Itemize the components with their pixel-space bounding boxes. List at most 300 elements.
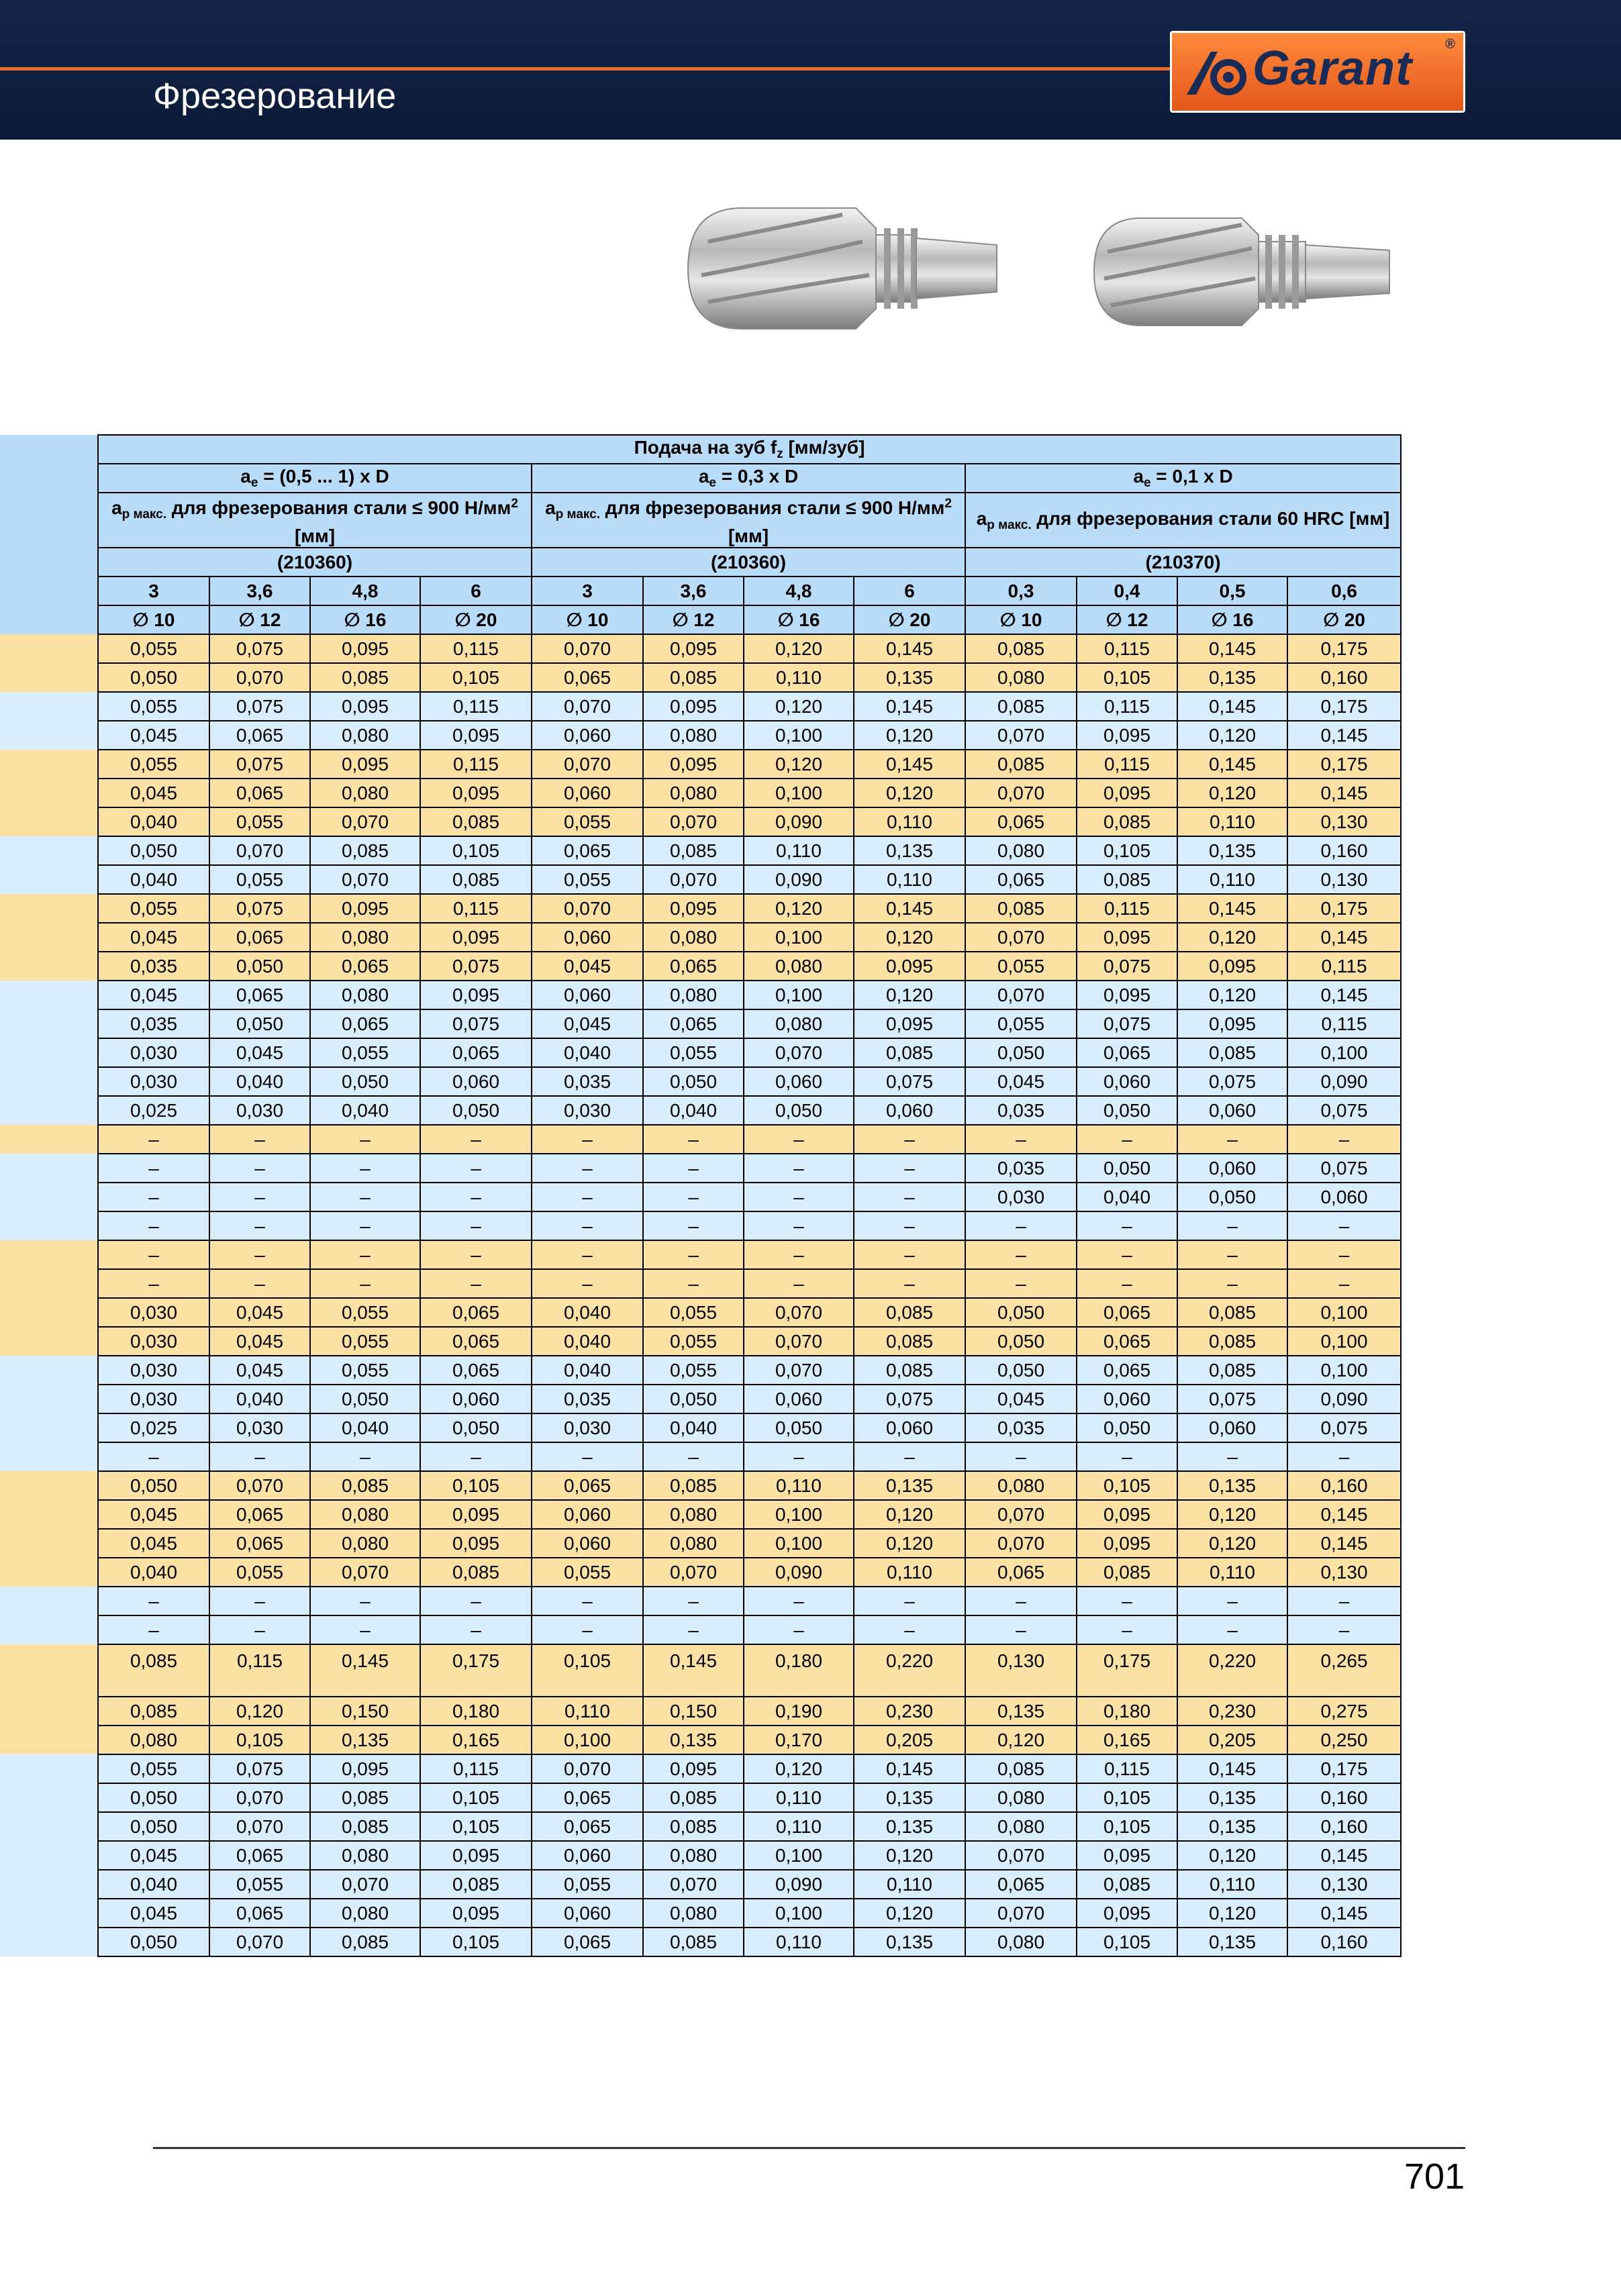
- feed-value-cell: 0,120: [744, 1754, 854, 1783]
- row-color-strip: [0, 1841, 98, 1870]
- table-row: [0, 1009, 1401, 1038]
- feed-value-cell: 0,035: [965, 1413, 1077, 1442]
- feed-value-cell: 0,095: [1077, 1899, 1177, 1928]
- row-color-strip: [0, 952, 98, 981]
- feed-value-cell: 0,050: [209, 952, 310, 981]
- feed-value-cell: 0,080: [643, 721, 744, 750]
- feed-value-cell: 0,055: [310, 1038, 420, 1067]
- feed-value-cell: 0,065: [965, 807, 1077, 836]
- feed-value-cell: –: [1077, 1615, 1177, 1644]
- feed-value-cell: –: [420, 1442, 532, 1471]
- feed-value-cell: –: [532, 1240, 643, 1269]
- feed-value-cell: 0,105: [420, 1812, 532, 1841]
- feed-value-cell: 0,060: [532, 1529, 643, 1558]
- feed-value-cell: 0,085: [965, 894, 1077, 923]
- feed-value-cell: –: [965, 1125, 1077, 1154]
- feed-value-cell: 0,085: [854, 1038, 965, 1067]
- table-row: [0, 981, 1401, 1009]
- row-color-strip: [0, 1096, 98, 1125]
- table-row: [0, 1726, 1401, 1754]
- feed-value-cell: 0,070: [965, 1529, 1077, 1558]
- feed-value-cell: 0,105: [420, 1928, 532, 1956]
- feed-value-cell: 0,135: [854, 1928, 965, 1956]
- feed-value-cell: 0,050: [1077, 1413, 1177, 1442]
- row-color-strip: [0, 981, 98, 1009]
- feed-value-cell: –: [643, 1183, 744, 1211]
- feed-value-cell: 0,075: [209, 634, 310, 663]
- feed-value-cell: 0,040: [98, 1558, 209, 1587]
- ap-value-cell: 3: [98, 577, 209, 605]
- row-color-strip: [0, 1471, 98, 1500]
- feed-value-cell: 0,075: [1177, 1385, 1287, 1413]
- feed-value-cell: –: [1177, 1125, 1287, 1154]
- feed-value-cell: 0,060: [1077, 1385, 1177, 1413]
- table-row: [0, 750, 1401, 779]
- feed-value-cell: 0,085: [643, 1783, 744, 1812]
- feed-value-cell: 0,085: [965, 750, 1077, 779]
- feed-value-cell: 0,050: [98, 663, 209, 692]
- feed-value-cell: –: [98, 1125, 209, 1154]
- row-color-strip: [0, 1726, 98, 1754]
- feed-value-cell: 0,025: [98, 1096, 209, 1125]
- feed-value-cell: 0,070: [209, 1783, 310, 1812]
- feed-value-cell: 0,045: [98, 981, 209, 1009]
- feed-value-cell: 0,120: [854, 779, 965, 807]
- row-color-strip: [0, 663, 98, 692]
- row-color-strip: [0, 1812, 98, 1841]
- feed-value-cell: 0,135: [1177, 1928, 1287, 1956]
- feed-value-cell: 0,045: [209, 1327, 310, 1356]
- feed-value-cell: 0,065: [420, 1298, 532, 1327]
- feed-value-cell: 0,115: [1077, 692, 1177, 721]
- feed-value-cell: 0,065: [310, 952, 420, 981]
- feed-value-cell: 0,065: [643, 952, 744, 981]
- table-row: [0, 1269, 1401, 1298]
- feed-value-cell: 0,080: [965, 1471, 1077, 1500]
- feed-value-cell: 0,040: [1077, 1183, 1177, 1211]
- feed-value-cell: 0,055: [98, 1754, 209, 1783]
- feed-value-cell: 0,080: [965, 1812, 1077, 1841]
- table-row: [0, 1928, 1401, 1956]
- feed-value-cell: 0,085: [1077, 1870, 1177, 1899]
- feed-value-cell: 0,085: [420, 807, 532, 836]
- feed-value-cell: 0,035: [98, 952, 209, 981]
- spacer-cell: [0, 464, 98, 493]
- feed-value-cell: 0,065: [532, 1471, 643, 1500]
- feed-value-cell: 0,075: [420, 1009, 532, 1038]
- feed-value-cell: 0,120: [1177, 1529, 1287, 1558]
- table-row: [0, 663, 1401, 692]
- feed-value-cell: 0,070: [744, 1038, 854, 1067]
- feed-value-cell: 0,060: [1177, 1154, 1287, 1183]
- feed-value-cell: –: [965, 1211, 1077, 1240]
- feed-value-cell: 0,110: [854, 865, 965, 894]
- feed-value-cell: 0,135: [1177, 1812, 1287, 1841]
- feed-value-cell: 0,070: [532, 1754, 643, 1783]
- page-number: 701: [1404, 2156, 1465, 2197]
- diameter-cell: ∅ 20: [420, 605, 532, 634]
- logo-registered-mark: ®: [1445, 37, 1455, 52]
- feed-value-cell: 0,060: [420, 1067, 532, 1096]
- header-accent-line: [0, 67, 1178, 70]
- feed-value-cell: 0,130: [1287, 1870, 1401, 1899]
- feed-value-cell: 0,080: [744, 1009, 854, 1038]
- row-color-strip: [0, 1125, 98, 1154]
- feed-value-cell: 0,085: [854, 1298, 965, 1327]
- feed-value-cell: 0,085: [854, 1327, 965, 1356]
- feed-value-cell: 0,085: [1177, 1298, 1287, 1327]
- feed-value-cell: 0,030: [98, 1067, 209, 1096]
- feed-value-cell: 0,075: [209, 1754, 310, 1783]
- feed-value-cell: –: [310, 1154, 420, 1183]
- feed-value-cell: 0,100: [744, 1500, 854, 1529]
- row-color-strip: [0, 1067, 98, 1096]
- ap-value-cell: 0,3: [965, 577, 1077, 605]
- feed-value-cell: 0,095: [1077, 721, 1177, 750]
- feed-value-cell: –: [965, 1587, 1077, 1615]
- feed-value-cell: 0,095: [1177, 1009, 1287, 1038]
- feed-value-cell: –: [532, 1211, 643, 1240]
- feed-value-cell: 0,160: [1287, 1783, 1401, 1812]
- row-color-strip: [0, 721, 98, 750]
- feed-value-cell: 0,075: [420, 952, 532, 981]
- feed-value-cell: 0,050: [643, 1385, 744, 1413]
- feed-value-cell: –: [854, 1240, 965, 1269]
- feed-value-cell: 0,060: [532, 779, 643, 807]
- feed-value-cell: 0,050: [420, 1413, 532, 1442]
- feed-value-cell: 0,145: [1287, 981, 1401, 1009]
- feed-value-cell: 0,145: [1177, 692, 1287, 721]
- feed-value-cell: 0,105: [532, 1644, 643, 1697]
- feed-value-cell: 0,095: [420, 1500, 532, 1529]
- feed-value-cell: 0,050: [744, 1413, 854, 1442]
- row-color-strip: [0, 750, 98, 779]
- row-color-strip: [0, 1356, 98, 1385]
- feed-value-cell: 0,075: [854, 1385, 965, 1413]
- feed-value-cell: 0,075: [209, 894, 310, 923]
- feed-value-cell: 0,095: [310, 1754, 420, 1783]
- feed-value-cell: –: [744, 1211, 854, 1240]
- feed-value-cell: –: [744, 1240, 854, 1269]
- table-row: [0, 1783, 1401, 1812]
- feed-value-cell: 0,120: [854, 981, 965, 1009]
- feed-value-cell: –: [744, 1154, 854, 1183]
- feed-value-cell: 0,030: [98, 1385, 209, 1413]
- feed-value-cell: 0,175: [1287, 692, 1401, 721]
- feed-value-cell: 0,160: [1287, 1812, 1401, 1841]
- feed-value-cell: 0,030: [965, 1183, 1077, 1211]
- feed-value-cell: 0,045: [98, 923, 209, 952]
- feed-value-cell: –: [1177, 1587, 1287, 1615]
- feed-value-cell: 0,085: [1177, 1356, 1287, 1385]
- row-color-strip: [0, 1413, 98, 1442]
- feed-value-cell: 0,115: [420, 750, 532, 779]
- feed-value-cell: 0,050: [643, 1067, 744, 1096]
- row-color-strip: [0, 1154, 98, 1183]
- feed-value-cell: 0,110: [744, 1928, 854, 1956]
- feed-value-cell: 0,130: [1287, 1558, 1401, 1587]
- feed-value-cell: 0,080: [310, 1841, 420, 1870]
- feed-value-cell: 0,065: [420, 1327, 532, 1356]
- feed-value-cell: 0,135: [1177, 1783, 1287, 1812]
- feed-value-cell: 0,145: [1287, 1529, 1401, 1558]
- feed-value-cell: 0,055: [643, 1298, 744, 1327]
- feed-value-cell: –: [310, 1183, 420, 1211]
- feed-value-cell: 0,065: [532, 1928, 643, 1956]
- feed-value-cell: 0,085: [965, 634, 1077, 663]
- feed-value-cell: 0,160: [1287, 1471, 1401, 1500]
- feed-per-tooth-table: [0, 434, 1402, 1957]
- feed-value-cell: 0,095: [310, 750, 420, 779]
- feed-value-cell: 0,120: [965, 1726, 1077, 1754]
- feed-value-cell: 0,145: [1287, 1899, 1401, 1928]
- feed-value-cell: 0,080: [643, 981, 744, 1009]
- feed-value-cell: –: [1287, 1615, 1401, 1644]
- feed-value-cell: 0,085: [98, 1697, 209, 1726]
- table-row: [0, 1125, 1401, 1154]
- row-color-strip: [0, 1211, 98, 1240]
- feed-value-cell: –: [420, 1587, 532, 1615]
- feed-value-cell: 0,075: [1177, 1067, 1287, 1096]
- feed-value-cell: –: [1177, 1442, 1287, 1471]
- feed-value-cell: 0,080: [643, 1500, 744, 1529]
- feed-value-cell: –: [420, 1211, 532, 1240]
- feed-value-cell: 0,100: [532, 1726, 643, 1754]
- table-row: [0, 692, 1401, 721]
- diameter-cell: ∅ 10: [532, 605, 643, 634]
- feed-value-cell: 0,110: [1177, 807, 1287, 836]
- feed-value-cell: 0,095: [854, 952, 965, 981]
- feed-value-cell: 0,180: [1077, 1697, 1177, 1726]
- feed-value-cell: 0,070: [744, 1298, 854, 1327]
- feed-value-cell: –: [1287, 1211, 1401, 1240]
- feed-value-cell: 0,100: [744, 721, 854, 750]
- feed-value-cell: 0,175: [1287, 634, 1401, 663]
- row-color-strip: [0, 1587, 98, 1615]
- feed-value-cell: 0,120: [1177, 1500, 1287, 1529]
- feed-value-cell: –: [965, 1269, 1077, 1298]
- feed-value-cell: 0,070: [965, 1841, 1077, 1870]
- feed-value-cell: 0,065: [532, 836, 643, 865]
- feed-value-cell: 0,085: [310, 1812, 420, 1841]
- table-row: [0, 1615, 1401, 1644]
- row-color-strip: [0, 807, 98, 836]
- feed-value-cell: 0,120: [854, 1529, 965, 1558]
- feed-value-cell: 0,070: [965, 981, 1077, 1009]
- row-color-strip: [0, 1615, 98, 1644]
- feed-value-cell: 0,090: [1287, 1067, 1401, 1096]
- feed-value-cell: 0,070: [310, 1870, 420, 1899]
- feed-value-cell: 0,065: [1077, 1327, 1177, 1356]
- feed-value-cell: –: [965, 1615, 1077, 1644]
- feed-value-cell: 0,110: [854, 807, 965, 836]
- feed-value-cell: 0,085: [854, 1356, 965, 1385]
- table-row: [0, 1899, 1401, 1928]
- feed-value-cell: 0,120: [854, 923, 965, 952]
- feed-value-cell: –: [854, 1211, 965, 1240]
- feed-value-cell: –: [854, 1125, 965, 1154]
- feed-value-cell: 0,030: [98, 1356, 209, 1385]
- feed-value-cell: 0,080: [310, 1500, 420, 1529]
- feed-value-cell: 0,165: [1077, 1726, 1177, 1754]
- table-row: [0, 1558, 1401, 1587]
- logo-wordmark: Garant: [1252, 42, 1413, 95]
- row-color-strip: [0, 1899, 98, 1928]
- feed-value-cell: 0,060: [744, 1385, 854, 1413]
- feed-value-cell: –: [1177, 1269, 1287, 1298]
- table-row: [0, 1211, 1401, 1240]
- table-row: [0, 1870, 1401, 1899]
- feed-value-cell: 0,060: [532, 1841, 643, 1870]
- feed-value-cell: 0,085: [98, 1644, 209, 1697]
- feed-value-cell: 0,055: [98, 894, 209, 923]
- feed-value-cell: 0,070: [532, 634, 643, 663]
- feed-value-cell: –: [965, 1240, 1077, 1269]
- feed-value-cell: 0,030: [209, 1096, 310, 1125]
- feed-value-cell: 0,060: [1177, 1413, 1287, 1442]
- feed-value-cell: 0,030: [532, 1096, 643, 1125]
- feed-value-cell: 0,070: [209, 663, 310, 692]
- feed-value-cell: 0,085: [1077, 807, 1177, 836]
- feed-value-cell: 0,175: [420, 1644, 532, 1697]
- feed-value-cell: 0,080: [643, 923, 744, 952]
- feed-value-cell: 0,070: [643, 865, 744, 894]
- feed-value-cell: 0,075: [1287, 1154, 1401, 1183]
- feed-value-cell: 0,095: [420, 1841, 532, 1870]
- ap-header-cell: $a_{p макс.}$ для фрезерования стали ≤ 900 $Н/мм^2$ [мм]: [532, 493, 965, 548]
- table-row: [0, 779, 1401, 807]
- feed-value-cell: –: [420, 1269, 532, 1298]
- feed-value-cell: 0,100: [744, 779, 854, 807]
- feed-value-cell: –: [643, 1154, 744, 1183]
- feed-value-cell: 0,130: [965, 1644, 1077, 1697]
- feed-value-cell: 0,045: [532, 1009, 643, 1038]
- feed-value-cell: 0,170: [744, 1726, 854, 1754]
- feed-value-cell: –: [310, 1615, 420, 1644]
- feed-value-cell: 0,050: [965, 1327, 1077, 1356]
- feed-value-cell: 0,145: [854, 692, 965, 721]
- feed-value-cell: 0,040: [643, 1096, 744, 1125]
- feed-value-cell: 0,145: [643, 1644, 744, 1697]
- header-bar: [0, 0, 1621, 140]
- feed-value-cell: 0,145: [1287, 1500, 1401, 1529]
- feed-value-cell: 0,100: [744, 1529, 854, 1558]
- row-color-strip: [0, 634, 98, 663]
- feed-value-cell: 0,050: [310, 1385, 420, 1413]
- feed-value-cell: –: [310, 1125, 420, 1154]
- feed-value-cell: 0,055: [310, 1356, 420, 1385]
- feed-value-cell: 0,080: [965, 663, 1077, 692]
- feed-value-cell: 0,050: [965, 1356, 1077, 1385]
- feed-value-cell: 0,085: [965, 692, 1077, 721]
- feed-value-cell: –: [209, 1442, 310, 1471]
- feed-value-cell: 0,120: [1177, 981, 1287, 1009]
- feed-value-cell: 0,110: [1177, 1870, 1287, 1899]
- feed-value-cell: –: [209, 1615, 310, 1644]
- feed-value-cell: 0,085: [1077, 1558, 1177, 1587]
- feed-value-cell: 0,080: [310, 981, 420, 1009]
- feed-value-cell: 0,135: [1177, 663, 1287, 692]
- feed-value-cell: 0,075: [1077, 1009, 1177, 1038]
- feed-value-cell: –: [643, 1240, 744, 1269]
- ap-value-cell: 3,6: [643, 577, 744, 605]
- feed-value-cell: 0,070: [310, 865, 420, 894]
- feed-value-cell: –: [98, 1240, 209, 1269]
- feed-value-cell: 0,055: [532, 1558, 643, 1587]
- diameter-cell: ∅ 16: [310, 605, 420, 634]
- feed-value-cell: 0,115: [420, 692, 532, 721]
- feed-value-cell: 0,055: [209, 807, 310, 836]
- diameter-cell: ∅ 20: [1287, 605, 1401, 634]
- feed-value-cell: 0,065: [420, 1356, 532, 1385]
- feed-value-cell: 0,085: [310, 836, 420, 865]
- feed-value-cell: 0,120: [854, 721, 965, 750]
- feed-value-cell: 0,045: [98, 721, 209, 750]
- feed-value-cell: –: [1177, 1615, 1287, 1644]
- feed-value-cell: 0,175: [1287, 1754, 1401, 1783]
- row-color-strip: [0, 1038, 98, 1067]
- feed-value-cell: 0,065: [1077, 1298, 1177, 1327]
- feed-value-cell: –: [1077, 1240, 1177, 1269]
- table-row: [0, 1697, 1401, 1726]
- row-color-strip: [0, 1298, 98, 1327]
- table-row: [0, 1754, 1401, 1783]
- order-code-cell: (210360): [98, 548, 532, 577]
- feed-value-cell: –: [209, 1154, 310, 1183]
- feed-value-cell: 0,065: [209, 923, 310, 952]
- feed-value-cell: 0,065: [532, 663, 643, 692]
- feed-value-cell: 0,055: [965, 1009, 1077, 1038]
- feed-value-cell: 0,095: [1077, 1529, 1177, 1558]
- feed-value-cell: 0,035: [532, 1067, 643, 1096]
- ap-value-cell: 3,6: [209, 577, 310, 605]
- table-row: [0, 634, 1401, 663]
- feed-value-cell: 0,070: [310, 1558, 420, 1587]
- feed-value-cell: 0,095: [1077, 779, 1177, 807]
- feed-value-cell: 0,120: [744, 750, 854, 779]
- feed-value-cell: 0,110: [744, 836, 854, 865]
- row-color-strip: [0, 1269, 98, 1298]
- feed-value-cell: 0,055: [643, 1356, 744, 1385]
- feed-value-cell: –: [209, 1587, 310, 1615]
- feed-value-cell: –: [965, 1442, 1077, 1471]
- row-color-strip: [0, 865, 98, 894]
- feed-value-cell: –: [532, 1154, 643, 1183]
- feed-value-cell: –: [98, 1615, 209, 1644]
- row-color-strip: [0, 894, 98, 923]
- feed-value-cell: 0,080: [310, 779, 420, 807]
- feed-value-cell: –: [643, 1442, 744, 1471]
- feed-value-cell: 0,110: [1177, 1558, 1287, 1587]
- feed-value-cell: –: [744, 1125, 854, 1154]
- feed-value-cell: 0,105: [1077, 1783, 1177, 1812]
- feed-value-cell: –: [532, 1615, 643, 1644]
- feed-value-cell: 0,055: [965, 952, 1077, 981]
- row-color-strip: [0, 1529, 98, 1558]
- feed-value-cell: 0,065: [1077, 1038, 1177, 1067]
- feed-value-cell: 0,040: [98, 865, 209, 894]
- feed-value-cell: 0,080: [643, 1841, 744, 1870]
- feed-value-cell: 0,045: [98, 1899, 209, 1928]
- feed-value-cell: 0,120: [744, 894, 854, 923]
- feed-value-cell: 0,085: [643, 1928, 744, 1956]
- table-row: [0, 836, 1401, 865]
- row-color-strip: [0, 1644, 98, 1697]
- feed-value-cell: 0,145: [1177, 634, 1287, 663]
- feed-value-cell: 0,110: [744, 1812, 854, 1841]
- spacer-cell: [0, 493, 98, 548]
- feed-value-cell: 0,040: [209, 1385, 310, 1413]
